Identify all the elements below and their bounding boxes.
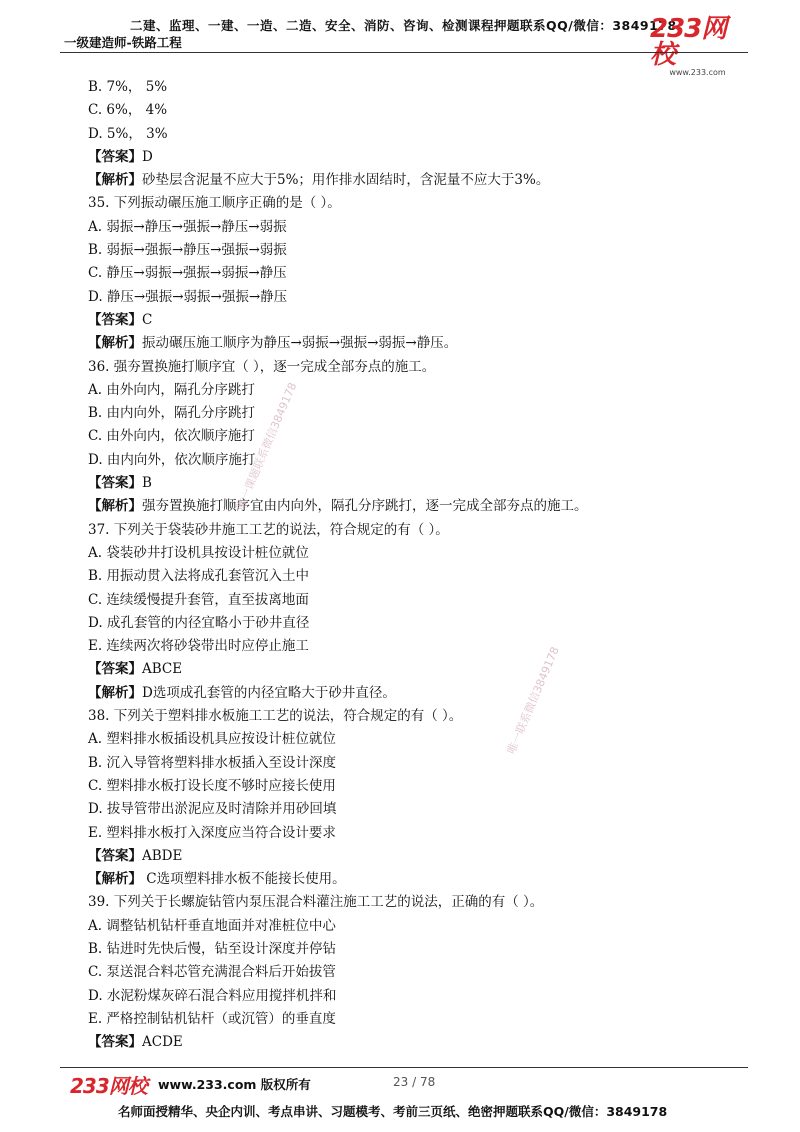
answer-line bbox=[88, 309, 728, 332]
answer-line bbox=[88, 1031, 728, 1054]
explanation-line bbox=[88, 682, 728, 705]
line-text: B. 7%， 5% bbox=[88, 79, 168, 95]
line-text: A. 塑料排水板插设机具应按设计桩位就位 bbox=[88, 731, 336, 748]
document-body bbox=[88, 76, 728, 1054]
watermark: 唯一课题联系微信3849178 bbox=[233, 380, 300, 512]
line-label: 【解析】 bbox=[88, 335, 142, 352]
line-label: 【答案】 bbox=[88, 1034, 142, 1051]
footer-contact-line: 名师面授精华、央企内训、考点串讲、习题模考、考前三页纸、绝密押题联系QQ/微信：3849178 bbox=[118, 1104, 668, 1119]
question-stem bbox=[88, 192, 728, 215]
line-text: B. 由内向外，隔孔分序跳打 bbox=[88, 405, 256, 422]
line-text: ABCE bbox=[142, 661, 183, 678]
question-stem bbox=[88, 705, 728, 728]
line-text: 砂垫层含泥量不应大于5%；用作排水固结时，含泥量不应大于3%。 bbox=[142, 172, 550, 189]
footer-divider bbox=[60, 1067, 748, 1068]
line-text: D bbox=[142, 148, 153, 165]
brand-logo-text: 233网校 bbox=[650, 14, 727, 70]
answer-option bbox=[88, 589, 728, 612]
answer-line bbox=[88, 146, 728, 169]
line-label: 【答案】 bbox=[88, 847, 142, 864]
line-label: 【解析】 bbox=[88, 172, 142, 189]
line-text: D. 成孔套管的内径宜略小于砂井直径 bbox=[88, 614, 310, 631]
line-text: D. 静压→强振→弱振→强振→静压 bbox=[88, 288, 288, 305]
answer-option bbox=[88, 449, 728, 472]
question-stem bbox=[88, 519, 728, 542]
line-text: B. 沉入导管将塑料排水板插入至设计深度 bbox=[88, 754, 337, 771]
answer-option bbox=[88, 425, 728, 448]
line-text: A. 由外向内，隔孔分序跳打 bbox=[88, 381, 255, 398]
line-text: ABDE bbox=[142, 847, 183, 864]
line-text: 强夯置换施打顺序宜由内向外，隔孔分序跳打，逐一完成全部夯点的施工。 bbox=[142, 498, 588, 515]
answer-option bbox=[88, 775, 728, 798]
answer-option bbox=[88, 985, 728, 1008]
line-text: ACDE bbox=[142, 1034, 183, 1051]
answer-option bbox=[88, 915, 728, 938]
line-text: 35. 下列振动碾压施工顺序正确的是（ ）。 bbox=[88, 195, 341, 212]
answer-option bbox=[88, 938, 728, 961]
answer-option bbox=[88, 822, 728, 845]
brand-logo bbox=[650, 14, 745, 77]
answer-option bbox=[88, 728, 728, 751]
answer-line bbox=[88, 472, 728, 495]
line-text: A. 弱振→静压→强振→静压→弱振 bbox=[88, 218, 287, 235]
answer-option bbox=[88, 402, 728, 425]
line-label: 【解析】 bbox=[88, 498, 142, 515]
footer-copyright: www.233.com 版权所有 bbox=[158, 1077, 311, 1092]
line-text: A. 调整钻机钻杆垂直地面并对准桩位中心 bbox=[88, 917, 336, 934]
line-text: C. 6%， 4% bbox=[88, 102, 168, 119]
line-text: B. 钻进时先快后慢，钻至设计深度并停钻 bbox=[88, 940, 337, 957]
answer-option bbox=[88, 76, 728, 99]
line-text: 37. 下列关于袋装砂井施工工艺的说法，符合规定的有（ ）。 bbox=[88, 521, 449, 538]
line-label: 【答案】 bbox=[88, 475, 142, 492]
header-divider bbox=[60, 52, 748, 53]
line-text: B. 用振动贯入法将成孔套管沉入土中 bbox=[88, 568, 310, 585]
answer-option bbox=[88, 635, 728, 658]
question-stem bbox=[88, 356, 728, 379]
header-contact-line: 二建、监理、一建、一造、二造、安全、消防、咨询、检测课程押题联系QQ/微信：3849178 bbox=[130, 18, 677, 33]
line-text: B. 弱振→强振→静压→强振→弱振 bbox=[88, 242, 287, 259]
line-text: E. 严格控制钻机钻杆（或沉管）的垂直度 bbox=[88, 1010, 336, 1027]
watermark: 唯一联系微信3849178 bbox=[504, 644, 562, 756]
line-label: 【答案】 bbox=[88, 148, 142, 165]
answer-option bbox=[88, 1008, 728, 1031]
answer-option bbox=[88, 286, 728, 309]
answer-option bbox=[88, 798, 728, 821]
explanation-line bbox=[88, 169, 728, 192]
line-text: C. 泵送混合料芯管充满混合料后开始拔管 bbox=[88, 964, 336, 981]
line-text: C选项塑料排水板不能接长使用。 bbox=[142, 871, 346, 888]
line-label: 【解析】 bbox=[88, 871, 142, 888]
answer-line bbox=[88, 658, 728, 681]
brand-logo-url: www.233.com bbox=[669, 68, 726, 77]
answer-option bbox=[88, 379, 728, 402]
line-text: A. 袋装砂井打设机具按设计桩位就位 bbox=[88, 544, 309, 561]
line-text: B bbox=[142, 475, 152, 492]
explanation-line bbox=[88, 495, 728, 518]
answer-line bbox=[88, 845, 728, 868]
line-text: 38. 下列关于塑料排水板施工工艺的说法，符合规定的有（ ）。 bbox=[88, 708, 463, 725]
footer-logo: 233网校 bbox=[70, 1074, 147, 1098]
line-text: C. 塑料排水板打设长度不够时应接长使用 bbox=[88, 777, 336, 794]
line-label: 【解析】 bbox=[88, 684, 142, 701]
line-label: 【答案】 bbox=[88, 311, 142, 328]
answer-option bbox=[88, 752, 728, 775]
line-text: D选项成孔套管的内径宜略大于砂井直径。 bbox=[142, 684, 396, 701]
line-text: C. 静压→弱振→强振→弱振→静压 bbox=[88, 265, 287, 282]
line-text: 36. 强夯置换施打顺序宜（ ），逐一完成全部夯点的施工。 bbox=[88, 358, 436, 375]
header-subject-title: 一级建造师-铁路工程 bbox=[64, 35, 182, 50]
answer-option bbox=[88, 262, 728, 285]
line-text: C bbox=[142, 311, 153, 328]
line-text: 振动碾压施工顺序为静压→弱振→强振→弱振→静压。 bbox=[142, 335, 458, 352]
line-text: 39. 下列关于长螺旋钻管内泵压混合料灌注施工工艺的说法，正确的有（ ）。 bbox=[88, 894, 544, 911]
line-text: E. 塑料排水板打入深度应当符合设计要求 bbox=[88, 824, 336, 841]
page-number: 23 / 78 bbox=[393, 1075, 436, 1089]
answer-option bbox=[88, 961, 728, 984]
answer-option bbox=[88, 612, 728, 635]
answer-option bbox=[88, 99, 728, 122]
line-text: E. 连续两次将砂袋带出时应停止施工 bbox=[88, 638, 309, 655]
answer-option bbox=[88, 565, 728, 588]
answer-option bbox=[88, 123, 728, 146]
answer-option bbox=[88, 542, 728, 565]
line-text: D. 拔导管带出淤泥应及时清除并用砂回填 bbox=[88, 801, 337, 818]
line-text: D. 5%， 3% bbox=[88, 125, 168, 142]
explanation-line bbox=[88, 332, 728, 355]
answer-option bbox=[88, 216, 728, 239]
line-text: D. 水泥粉煤灰碎石混合料应用搅拌机拌和 bbox=[88, 987, 337, 1004]
line-text: C. 连续缓慢提升套管，直至拔离地面 bbox=[88, 591, 309, 608]
line-text: D. 由内向外，依次顺序施打 bbox=[88, 451, 256, 468]
question-stem bbox=[88, 891, 728, 914]
line-text: C. 由外向内，依次顺序施打 bbox=[88, 428, 255, 445]
line-label: 【答案】 bbox=[88, 661, 142, 678]
answer-option bbox=[88, 239, 728, 262]
explanation-line bbox=[88, 868, 728, 891]
